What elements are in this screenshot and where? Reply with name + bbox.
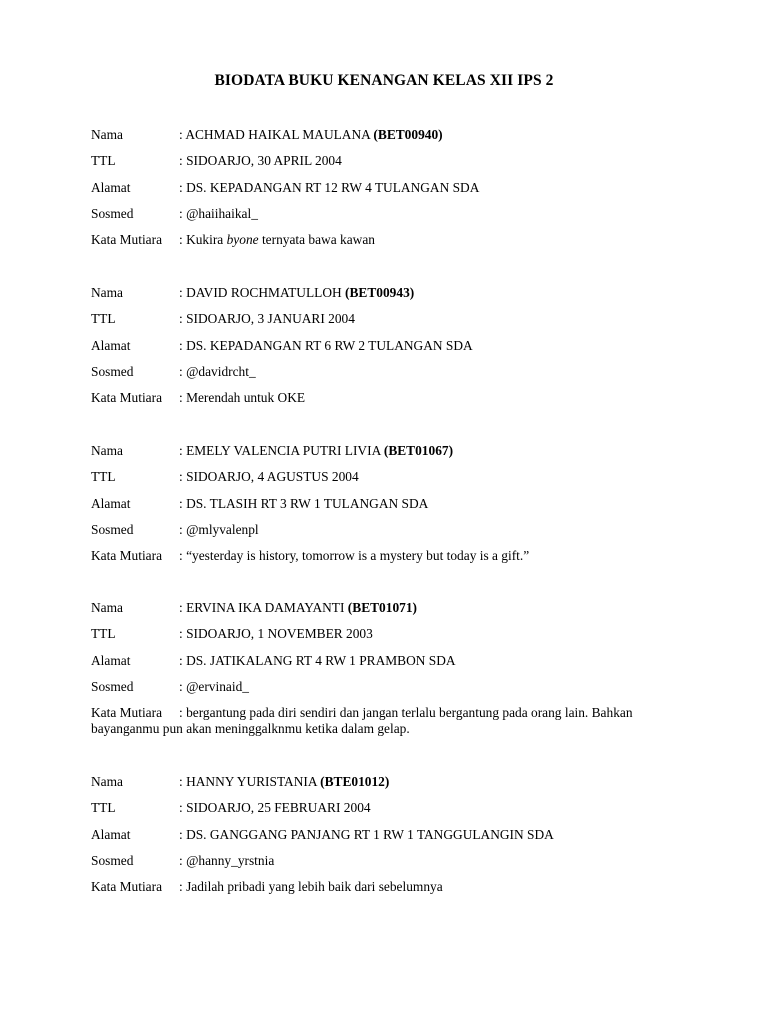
field-label: Nama — [91, 600, 123, 615]
field-value: : ACHMAD HAIKAL MAULANA — [179, 127, 374, 142]
field-value: : bergantung pada diri sendiri dan jangan terlalu bergantung pada orang lain. Bahkan bayanganmu pun akan meninggalknmu ketika dalam gelap. — [91, 705, 633, 737]
field-label: Sosmed — [91, 678, 134, 694]
field-nama — [91, 127, 691, 153]
field-nama — [91, 443, 691, 469]
field-label: Sosmed — [91, 521, 134, 537]
field-sosmed — [91, 522, 691, 548]
field-label: Nama — [91, 285, 123, 300]
field-value: : EMELY VALENCIA PUTRI LIVIA — [179, 443, 384, 458]
field-kata-mutiara — [91, 390, 691, 416]
biodata-entry — [91, 127, 691, 258]
field-value: : SIDOARJO, 30 APRIL 2004 — [179, 153, 342, 169]
field-label: Alamat — [91, 179, 131, 195]
biodata-entry — [91, 285, 691, 416]
field-alamat — [91, 180, 691, 206]
student-code: (BET01067) — [383, 443, 454, 458]
biodata-entry — [91, 600, 691, 737]
student-code: (BET00940) — [373, 127, 443, 142]
field-label: Kata Mutiara — [91, 548, 163, 564]
field-sosmed — [91, 853, 691, 879]
field-value: ternyata bawa kawan — [258, 232, 375, 248]
field-value: : @hanny_yrstnia — [179, 852, 275, 868]
field-value: : DS. KEPADANGAN RT 6 RW 2 TULANGAN SDA — [179, 337, 473, 353]
student-code: (BET01071) — [347, 600, 417, 615]
field-value: : DS. JATIKALANG RT 4 RW 1 PRAMBON SDA — [179, 652, 456, 668]
field-value: : Merendah untuk OKE — [179, 390, 306, 406]
field-value: : SIDOARJO, 3 JANUARI 2004 — [179, 311, 355, 327]
field-label: Kata Mutiara — [91, 879, 163, 895]
field-alamat — [91, 338, 691, 364]
field-value: : DS. TLASIH RT 3 RW 1 TULANGAN SDA — [179, 495, 429, 511]
field-label: Nama — [91, 127, 123, 142]
field-value: : SIDOARJO, 1 NOVEMBER 2003 — [179, 626, 373, 642]
student-code: (BTE01012) — [320, 774, 390, 789]
student-code: (BET00943) — [345, 285, 415, 300]
field-value: : DS. KEPADANGAN RT 12 RW 4 TULANGAN SDA — [179, 179, 480, 195]
field-label: TTL — [91, 469, 116, 485]
field-label: Sosmed — [91, 852, 134, 868]
field-label: TTL — [91, 311, 116, 327]
field-ttl — [91, 469, 691, 495]
field-alamat — [91, 653, 691, 679]
field-nama — [91, 285, 691, 311]
field-value: : “yesterday is history, tomorrow is a mystery but today is a gift.” — [179, 548, 530, 564]
field-sosmed — [91, 679, 691, 705]
field-value: : @haiihaikal_ — [179, 205, 258, 221]
field-alamat — [91, 496, 691, 522]
field-label: Sosmed — [91, 205, 134, 221]
field-kata-mutiara — [91, 879, 691, 905]
field-label: Kata Mutiara — [91, 390, 163, 406]
field-sosmed — [91, 206, 691, 232]
field-kata-mutiara — [91, 705, 691, 737]
field-label: TTL — [91, 153, 116, 169]
field-label: Nama — [91, 774, 123, 789]
field-value: : DAVID ROCHMATULLOH — [179, 285, 346, 300]
field-label: Kata Mutiara — [91, 705, 163, 721]
field-value: : DS. GANGGANG PANJANG RT 1 RW 1 TANGGULANGIN SDA — [179, 826, 554, 842]
field-value: : @ervinaid_ — [179, 678, 249, 694]
field-label: Alamat — [91, 652, 131, 668]
field-ttl — [91, 626, 691, 652]
field-value: : ERVINA IKA DAMAYANTI — [179, 600, 348, 615]
field-label: TTL — [91, 626, 116, 642]
field-kata-mutiara — [91, 548, 691, 574]
italic-word: byone — [226, 232, 259, 248]
field-value: : HANNY YURISTANIA — [179, 774, 321, 789]
field-value: : Kukira — [179, 232, 227, 248]
field-ttl — [91, 153, 691, 179]
field-kata-mutiara — [91, 232, 691, 258]
field-label: Alamat — [91, 826, 131, 842]
field-sosmed — [91, 364, 691, 390]
field-label: Kata Mutiara — [91, 232, 163, 248]
field-label: Alamat — [91, 495, 131, 511]
field-value: : SIDOARJO, 25 FEBRUARI 2004 — [179, 800, 371, 816]
field-ttl — [91, 311, 691, 337]
field-value: : Jadilah pribadi yang lebih baik dari sebelumnya — [179, 879, 443, 895]
biodata-entry — [91, 774, 691, 905]
field-label: Sosmed — [91, 363, 134, 379]
field-nama — [91, 774, 691, 800]
field-value: : @mlyvalenpl — [179, 521, 259, 537]
field-ttl — [91, 800, 691, 826]
field-nama — [91, 600, 691, 626]
field-value: : @davidrcht_ — [179, 363, 256, 379]
field-label: Nama — [91, 443, 123, 458]
field-label: Alamat — [91, 337, 131, 353]
field-alamat — [91, 827, 691, 853]
field-value: : SIDOARJO, 4 AGUSTUS 2004 — [179, 469, 359, 485]
field-label: TTL — [91, 800, 116, 816]
biodata-entry — [91, 443, 691, 574]
document-title: BIODATA BUKU KENANGAN KELAS XII IPS 2 — [214, 72, 554, 89]
